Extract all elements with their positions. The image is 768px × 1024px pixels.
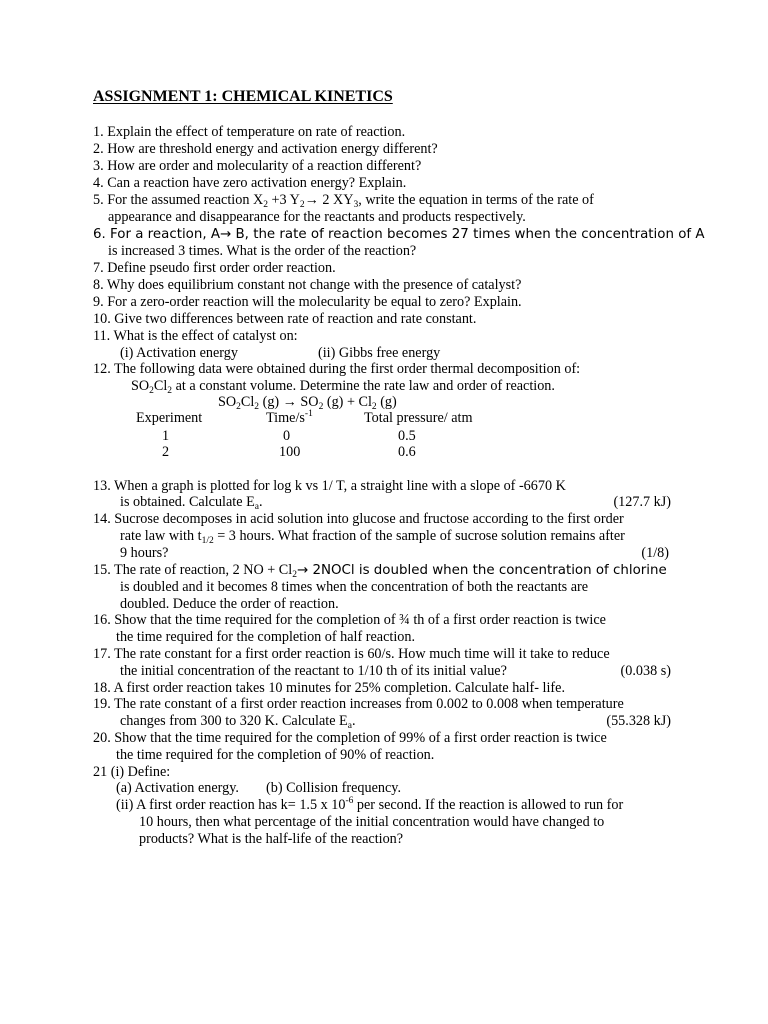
question-10: 10. Give two differences between rate of reaction and rate constant. [93, 311, 477, 327]
q19-text: . [351, 713, 356, 729]
question-15-cont: doubled. Deduce the order of reaction. [120, 596, 339, 612]
question-8: 8. Why does equilibrium constant not change with the presence of catalyst? [93, 277, 522, 293]
equation-subscript: 2 [371, 402, 377, 412]
table-cell-experiment: 1 [162, 428, 170, 444]
table-cell-pressure: 0.6 [398, 444, 416, 460]
table-cell-time: 0 [283, 428, 291, 444]
q5-text: → 2 XY [304, 192, 354, 208]
q5-text: +3 Y [267, 192, 300, 208]
question-20: 20. Show that the time required for the completion of 99% of a first order reaction is twice [93, 730, 607, 746]
q15-subscript: 2 [292, 570, 297, 580]
q12-text: SO [131, 378, 150, 394]
question-14-cont [120, 528, 625, 545]
q12-subscript: 2 [149, 386, 154, 396]
q19-subscript: a [347, 721, 352, 731]
q14-text: = 3 hours. What fraction of the sample of sucrose solution remains after [213, 528, 625, 544]
equation-text: SO [218, 394, 237, 410]
q15-text: → 2NOCl is doubled when the concentration of chlorine [296, 563, 667, 578]
answer-19: (55.328 kJ) [606, 713, 671, 729]
question-14: 14. Sucrose decomposes in acid solution into glucose and fructose according to the first order [93, 511, 624, 527]
q19-text: changes from 300 to 320 K. Calculate E [120, 713, 348, 729]
question-13-cont [120, 494, 263, 511]
question-16: 16. Show that the time required for the completion of ¾ th of a first order reaction is twice [93, 612, 606, 628]
question-3: 3. How are order and molecularity of a reaction different? [93, 158, 422, 174]
equation-text: Cl [240, 394, 255, 410]
equation-text: (g) → SO [259, 394, 319, 410]
q21-superscript: -6 [345, 796, 354, 806]
answer-17: (0.038 s) [620, 663, 671, 679]
question-18: 18. A first order reaction takes 10 minutes for 25% completion. Calculate half- life. [93, 680, 565, 696]
q13-subscript: a [254, 502, 259, 512]
question-19: 19. The rate constant of a first order reaction increases from 0.002 to 0.008 when temperature [93, 696, 624, 712]
answer-14: (1/8) [641, 545, 669, 561]
question-14-cont: 9 hours? [120, 545, 169, 561]
q15-text: 15. The rate of reaction, 2 NO + Cl [93, 562, 293, 578]
question-21: 21 (i) Define: [93, 764, 171, 780]
question-20-cont: the time required for the completion of 90% of reaction. [116, 747, 435, 763]
equation-subscript: 2 [254, 402, 260, 412]
q5-text: 5. For the assumed reaction X [93, 192, 264, 208]
table-cell-experiment: 2 [162, 444, 170, 460]
table-header-time [266, 410, 313, 427]
question-21-part-a: (a) Activation energy. [116, 780, 239, 796]
question-11: 11. What is the effect of catalyst on: [93, 328, 298, 344]
q21-text: (ii) A first order reaction has k= 1.5 x 10 [116, 797, 346, 813]
equation-text: (g) + Cl [323, 394, 372, 410]
time-header-text: Time/s [266, 410, 305, 426]
q14-subscript: 1/2 [201, 536, 214, 546]
table-header-pressure: Total pressure/ atm [364, 410, 473, 426]
question-16-cont: the time required for the completion of half reaction. [116, 629, 416, 645]
question-6-cont: is increased 3 times. What is the order of the reaction? [108, 243, 417, 259]
question-4: 4. Can a reaction have zero activation energy? Explain. [93, 175, 407, 191]
q12-text: Cl [153, 378, 168, 394]
q12-text: at a constant volume. Determine the rate law and order of reaction. [172, 378, 555, 394]
question-1: 1. Explain the effect of temperature on rate of reaction. [93, 124, 406, 140]
question-21-part-ii-cont: products? What is the half-life of the reaction? [139, 831, 404, 847]
question-21-part-b: (b) Collision frequency. [266, 780, 402, 796]
q14-text: rate law with t [120, 528, 202, 544]
question-6: 6. For a reaction, A→ B, the rate of reaction becomes 27 times when the concentration of A [93, 227, 705, 242]
question-17: 17. The rate constant for a first order reaction is 60/s. How much time will it take to reduce [93, 646, 610, 662]
table-cell-time: 100 [279, 444, 301, 460]
page-title: ASSIGNMENT 1: CHEMICAL KINETICS [93, 88, 393, 105]
question-15 [93, 562, 667, 579]
q5-subscript: 3 [353, 200, 359, 210]
question-21-part-ii-cont: 10 hours, then what percentage of the initial concentration would have changed to [139, 814, 605, 830]
q21-text: per second. If the reaction is allowed to run for [353, 797, 624, 813]
equation-subscript: 2 [236, 402, 241, 412]
q13-text: . [258, 494, 263, 510]
question-13: 13. When a graph is plotted for log k vs 1/ T, a straight line with a slope of -6670 K [93, 478, 566, 494]
table-header-experiment: Experiment [136, 410, 203, 426]
question-19-cont [120, 713, 356, 730]
equation-text: (g) [376, 394, 397, 410]
question-11-part-ii: (ii) Gibbs free energy [318, 345, 441, 361]
question-15-cont: is doubled and it becomes 8 times when the concentration of both the reactants are [120, 579, 589, 595]
question-5-cont: appearance and disappearance for the reactants and products respectively. [108, 209, 526, 225]
question-5 [93, 192, 594, 209]
question-17-cont: the initial concentration of the reactant to 1/10 th of its initial value? [120, 663, 507, 679]
q12-subscript: 2 [167, 386, 173, 396]
table-cell-pressure: 0.5 [398, 428, 416, 444]
q13-text: is obtained. Calculate E [120, 494, 255, 510]
question-21-part-ii [116, 797, 623, 814]
q5-subscript: 2 [263, 200, 268, 210]
question-9: 9. For a zero-order reaction will the molecularity be equal to zero? Explain. [93, 294, 522, 310]
question-12-cont [131, 378, 555, 395]
q5-subscript: 2 [299, 200, 305, 210]
question-11-part-i: (i) Activation energy [120, 345, 238, 361]
question-2: 2. How are threshold energy and activation energy different? [93, 141, 438, 157]
question-7: 7. Define pseudo first order order reaction. [93, 260, 336, 276]
question-12: 12. The following data were obtained during the first order thermal decomposition of: [93, 361, 581, 377]
q5-text: , write the equation in terms of the rate of [358, 192, 594, 208]
time-header-superscript: -1 [304, 409, 313, 419]
equation-subscript: 2 [318, 402, 324, 412]
answer-13: (127.7 kJ) [613, 494, 671, 510]
